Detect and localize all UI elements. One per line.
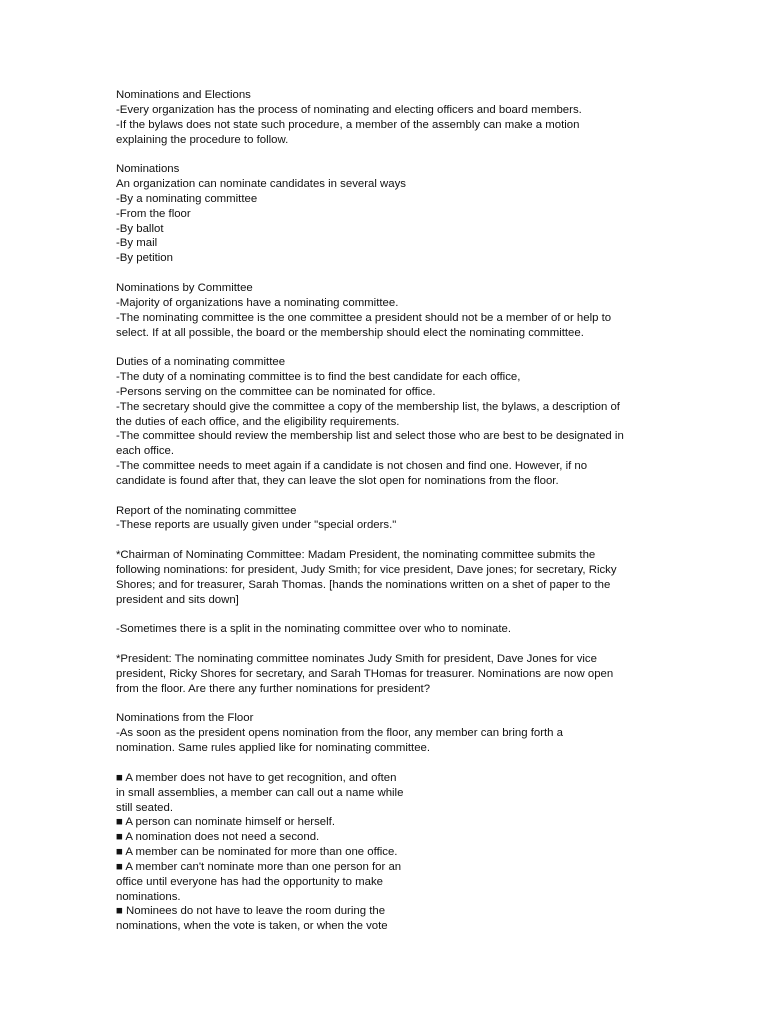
text-line: still seated. — [116, 801, 173, 814]
text-line: nominations. — [116, 890, 181, 903]
text-line: president and sits down] — [116, 593, 239, 606]
blank-line — [116, 489, 656, 504]
text-line: -Every organization has the process of nominating and electing officers and board members. — [116, 103, 582, 116]
blank-line — [116, 608, 656, 623]
text-line: -From the floor — [116, 207, 191, 220]
text-line: -The committee should review the membership list and select those who are best to be designated in — [116, 430, 624, 443]
text-line: ■ Nominees do not have to leave the room during the — [116, 905, 386, 918]
text-line: ■ A member can't nominate more than one person for an — [116, 860, 402, 873]
text-line: office until everyone has had the opportunity to make — [116, 875, 384, 888]
text-line: ■ A person can nominate himself or herself. — [116, 816, 335, 829]
text-line: -By a nominating committee — [116, 192, 258, 205]
text-line: -The duty of a nominating committee is to find the best candidate for each office, — [116, 371, 521, 384]
text-line: Nominations — [116, 163, 180, 176]
text-line: select. If at all possible, the board or the membership should elect the nominating committee. — [116, 326, 584, 339]
text-line: -Persons serving on the committee can be nominated for office. — [116, 385, 436, 398]
text-line: -The nominating committee is the one committee a president should not be a member of or help to — [116, 311, 612, 324]
text-line: Nominations and Elections — [116, 89, 251, 101]
blank-line — [116, 340, 656, 355]
text-line: each office. — [116, 445, 175, 458]
text-line: from the floor. Are there any further nominations for president? — [116, 682, 431, 695]
text-line: ■ A member does not have to get recognition, and often — [116, 771, 397, 784]
text-line: -As soon as the president opens nomination from the floor, any member can bring forth a — [116, 727, 564, 740]
text-line: -Sometimes there is a split in the nominating committee over who to nominate. — [116, 623, 512, 636]
text-line: ■ A nomination does not need a second. — [116, 831, 320, 844]
text-line: -By ballot — [116, 222, 164, 235]
blank-line — [116, 266, 656, 281]
text-line: in small assemblies, a member can call out a name while — [116, 786, 404, 799]
blank-line — [116, 756, 656, 771]
text-line: Nominations from the Floor — [116, 712, 254, 725]
blank-line — [116, 637, 656, 652]
text-line: explaining the procedure to follow. — [116, 133, 289, 146]
text-line: candidate is found after that, they can leave the slot open for nominations from the floor. — [116, 474, 559, 487]
blank-line — [116, 697, 656, 712]
text-line: nomination. Same rules applied like for nominating committee. — [116, 742, 431, 755]
text-line: ■ A member can be nominated for more than one office. — [116, 846, 398, 859]
text-line: An organization can nominate candidates in several ways — [116, 178, 406, 191]
text-line: nominations, when the vote is taken, or when the vote — [116, 920, 388, 933]
text-line: -The secretary should give the committee a copy of the membership list, the bylaws, a description of — [116, 400, 620, 413]
blank-line — [116, 533, 656, 548]
text-line: *President: The nominating committee nominates Judy Smith for president, Dave Jones for vice — [116, 653, 597, 666]
text-line: following nominations: for president, Judy Smith; for vice president, Dave jones; for secretary, Ricky — [116, 564, 617, 576]
text-line: Duties of a nominating committee — [116, 356, 286, 369]
text-line: Report of the nominating committee — [116, 504, 297, 517]
document-page — [116, 88, 656, 934]
text-line: -By petition — [116, 252, 173, 265]
text-line: -These reports are usually given under "special orders." — [116, 519, 397, 532]
text-line: -The committee needs to meet again if a candidate is not chosen and find one. However, if no — [116, 460, 588, 473]
text-line: *Chairman of Nominating Committee: Madam President, the nominating committee submits the — [116, 549, 596, 562]
text-line: the duties of each office, and the eligibility requirements. — [116, 415, 400, 428]
text-line: -Majority of organizations have a nominating committee. — [116, 296, 399, 309]
text-line: -By mail — [116, 237, 158, 250]
text-line: president, Ricky Shores for secretary, and Sarah THomas for treasurer. Nominations are now open — [116, 667, 614, 680]
text-line: -If the bylaws does not state such procedure, a member of the assembly can make a motion — [116, 118, 580, 131]
text-line: Nominations by Committee — [116, 281, 253, 294]
text-line: Shores; and for treasurer, Sarah Thomas. [hands the nominations written on a shet of paper to the — [116, 578, 611, 591]
blank-line — [116, 147, 656, 162]
